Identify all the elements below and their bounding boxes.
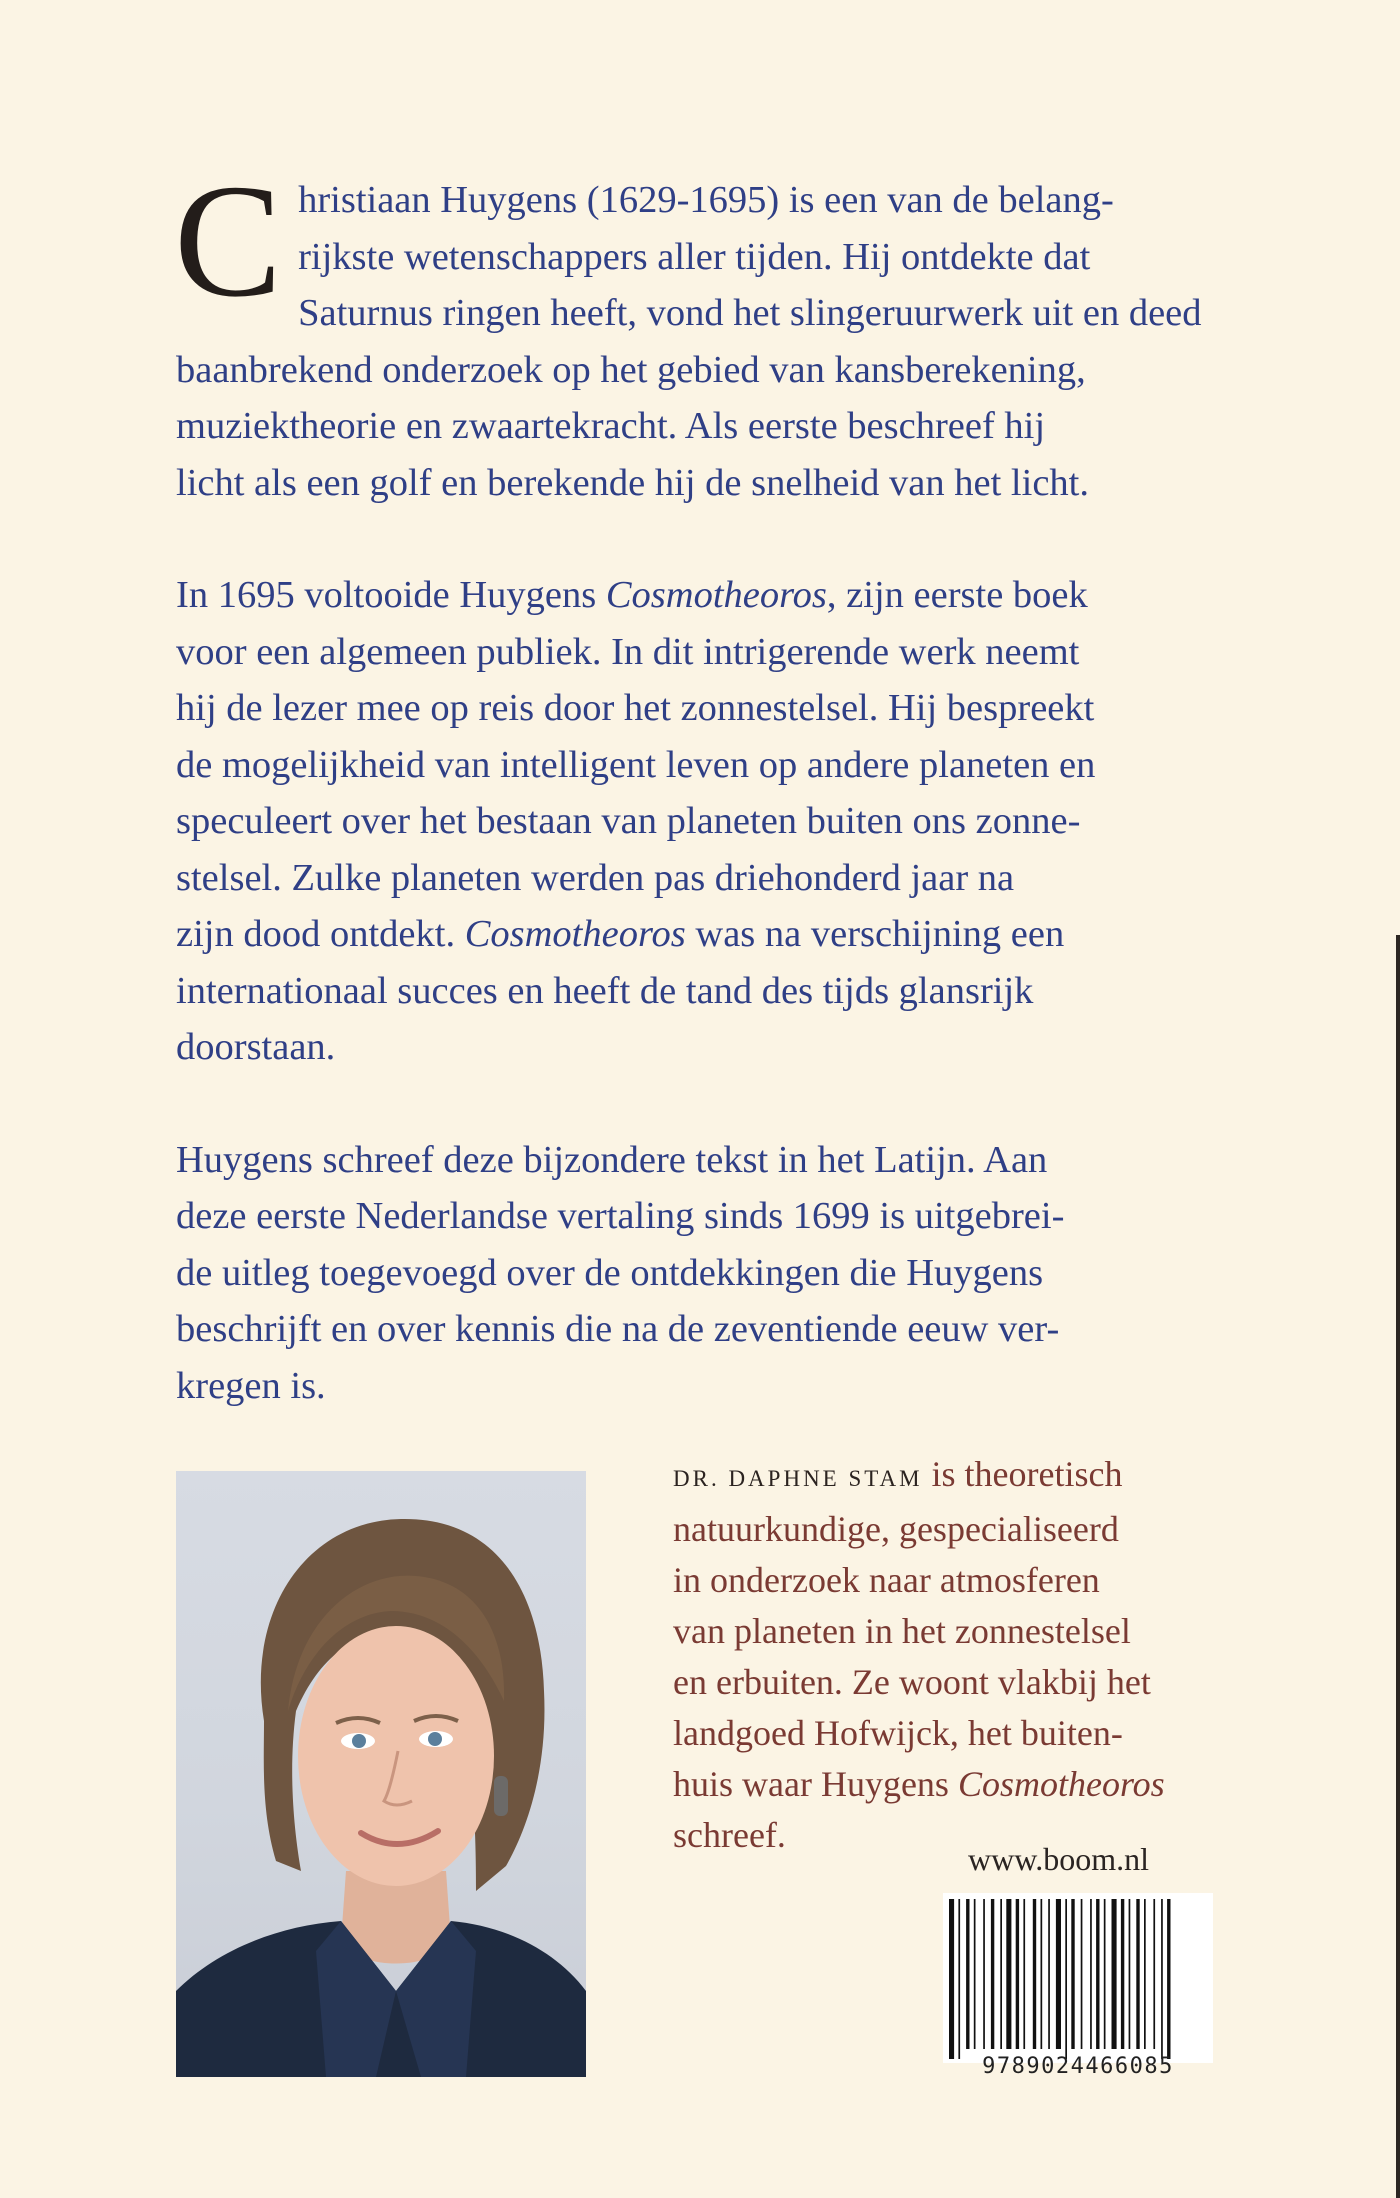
- barcode-bar: [1104, 1899, 1106, 2049]
- blurb-line: speculeert over het bestaan van planeten buiten ons zonne-: [176, 800, 1081, 842]
- barcode-bar: [949, 1899, 954, 2059]
- bio-line: DR. DAPHNE STAM is theoretisch: [673, 1454, 1123, 1494]
- blurb-line: hij de lezer mee op reis door het zonnestelsel. Hij bespreekt: [176, 687, 1095, 729]
- barcode-bar: [983, 1899, 985, 2049]
- bio-line: in onderzoek naar atmosferen: [673, 1560, 1100, 1600]
- blurb-line: doorstaan.: [176, 1026, 336, 1068]
- blurb-line: de mogelijkheid van intelligent leven op andere planeten en: [176, 743, 1096, 786]
- blurb-line: licht als een golf en berekende hij de snelheid van het licht.: [176, 461, 1089, 504]
- barcode-bar: [1056, 1899, 1061, 2049]
- barcode-bar: [1090, 1899, 1092, 2049]
- blurb-line: muziektheorie en zwaartekracht. Als eerste beschreef hij: [176, 405, 1046, 447]
- bio-line: en erbuiten. Ze woont vlakbij het: [673, 1662, 1151, 1702]
- blurb-line: baanbrekend onderzoek op het gebied van kansberekening,: [176, 348, 1086, 391]
- barcode-bar: [1161, 1899, 1163, 2059]
- barcode-bar: [1112, 1899, 1117, 2049]
- barcode-bar: [1016, 1899, 1019, 2049]
- bio-line: landgoed Hofwijck, het buiten-: [673, 1713, 1123, 1753]
- blurb-paragraph: [176, 567, 1246, 1076]
- book-title-italic: Cosmotheoros: [464, 913, 686, 955]
- blurb-line: hristiaan Huygens (1629-1695) is een van de belang-: [298, 179, 1114, 221]
- barcode-bar: [1096, 1899, 1099, 2049]
- barcode-bar: [1121, 1899, 1124, 2049]
- barcode-bar: [1081, 1899, 1083, 2049]
- book-title-italic: Cosmotheoros: [605, 574, 827, 616]
- author-photo: [176, 1471, 586, 2077]
- barcode-bar: [974, 1899, 976, 2049]
- blurb-line: de uitleg toegevoegd over de ontdekkingen die Huygens: [176, 1251, 1044, 1294]
- blurb-paragraph: [176, 1132, 1246, 1415]
- blurb-line: stelsel. Zulke planeten werden pas driehonderd jaar na: [176, 856, 1015, 899]
- barcode-bar: [1167, 1899, 1170, 2059]
- barcode-bar: [1144, 1899, 1146, 2049]
- blurb-paragraph: [174, 152, 1246, 511]
- publisher-website[interactable]: www.boom.nl: [968, 1841, 1150, 1877]
- barcode-bar: [1048, 1899, 1050, 2049]
- barcode-bar: [1153, 1899, 1155, 2049]
- barcode-bar: [1065, 1899, 1067, 2059]
- bio-line: huis waar Huygens Cosmotheoros: [673, 1764, 1165, 1804]
- blurb-line: zijn dood ontdekt. Cosmotheoros was na verschijning een: [176, 913, 1065, 955]
- blurb: [174, 152, 1246, 1470]
- barcode-bar: [991, 1899, 994, 2049]
- drop-cap: C: [174, 152, 283, 331]
- blurb-line: Saturnus ringen heeft, vond het slingeruurwerk uit en deed: [298, 292, 1202, 334]
- blurb-line: Huygens schreef deze bijzondere tekst in het Latijn. Aan: [176, 1138, 1048, 1181]
- blurb-line: deze eerste Nederlandse vertaling sinds 1699 is uitgebrei-: [176, 1195, 1065, 1237]
- barcode-bar: [1041, 1899, 1043, 2049]
- bio-line: schreef.: [673, 1815, 786, 1855]
- author-portrait-icon: [176, 1471, 586, 2077]
- blurb-line: In 1695 voltooide Huygens Cosmotheoros, zijn eerste boek: [176, 574, 1088, 616]
- barcode-bar: [1129, 1899, 1131, 2049]
- author-name: DR. DAPHNE STAM: [673, 1466, 923, 1491]
- barcode-bar: [966, 1899, 969, 2049]
- blurb-line: voor een algemeen publiek. In dit intrigerende werk neemt: [176, 630, 1080, 673]
- blurb-line: kregen is.: [176, 1364, 326, 1407]
- barcode-bar: [958, 1899, 960, 2059]
- barcode-bar: [1033, 1899, 1036, 2049]
- spine-edge-line: [1396, 935, 1400, 2198]
- blurb-line: beschrijft en over kennis die na de zeventiende eeuw ver-: [176, 1308, 1060, 1350]
- author-bio: [673, 1449, 1233, 1861]
- barcode-bar: [1136, 1899, 1139, 2049]
- barcode-bar: [1006, 1899, 1011, 2049]
- isbn-barcode-icon: [943, 1893, 1213, 2063]
- barcode-bar: [1023, 1899, 1025, 2049]
- barcode-bar: [1071, 1899, 1074, 2049]
- barcode-bar: [1000, 1899, 1002, 2049]
- isbn-number: 9789024466085: [982, 2054, 1174, 2079]
- bio-line: van planeten in het zonnestelsel: [673, 1611, 1131, 1651]
- book-title-italic: Cosmotheoros: [957, 1764, 1165, 1804]
- bio-line: natuurkundige, gespecialiseerd: [673, 1509, 1119, 1549]
- blurb-line: internationaal succes en heeft de tand des tijds glansrijk: [176, 969, 1034, 1012]
- blurb-line: rijkste wetenschappers aller tijden. Hij ontdekte dat: [298, 235, 1091, 278]
